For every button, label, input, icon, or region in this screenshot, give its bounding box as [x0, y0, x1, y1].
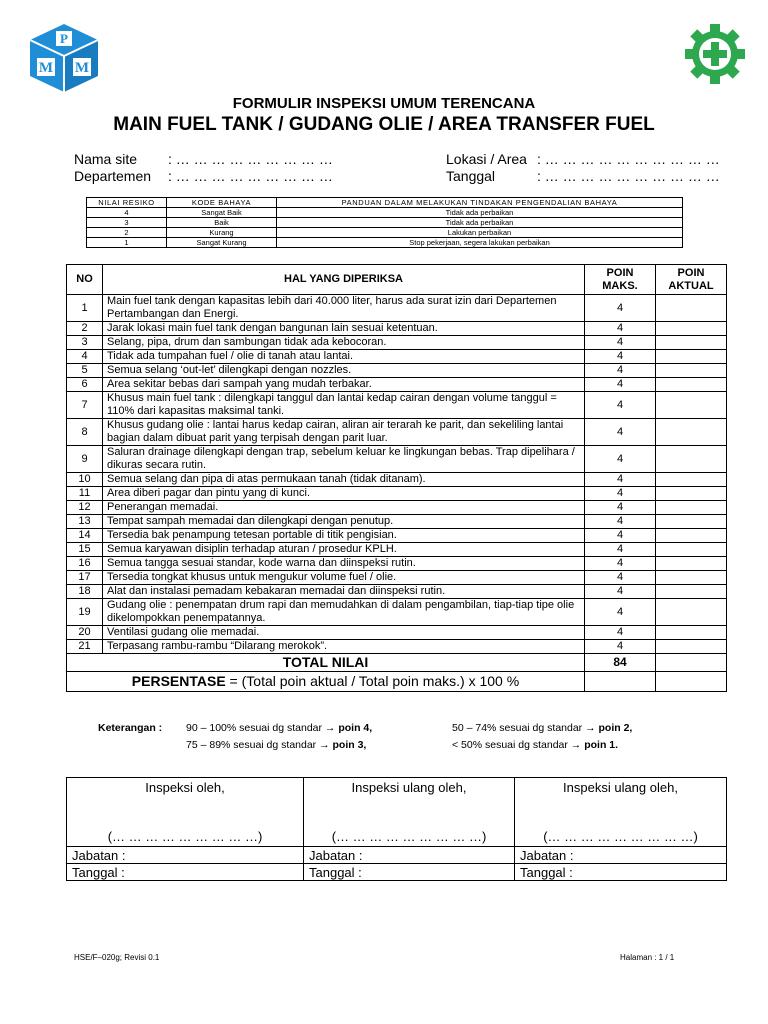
keterangan-item-3: 75 – 89% sesuai dg standar → poin 3,: [186, 739, 367, 751]
table-row: [67, 640, 727, 654]
row-item-text: Gudang olie : penempatan drum rapi dan memudahkan di dalam pengambilan, tiap-tiap tipe olie dikelompokkan penempatannya.: [103, 599, 585, 626]
keterangan-item-1: 90 – 100% sesuai dg standar → poin 4,: [186, 722, 373, 734]
row-item-text: Area diberi pagar dan pintu yang di kunci.: [103, 487, 585, 501]
table-row: [67, 515, 727, 529]
table-row: [67, 446, 727, 473]
row-poin-maks: 4: [585, 599, 656, 626]
nama-site-value[interactable]: : … … … … … … … … …: [168, 151, 333, 167]
persentase-text: = (Total poin aktual / Total poin maks.) x 100 %: [225, 673, 520, 689]
row-poin-maks: 4: [585, 626, 656, 640]
risk-nilai: 2: [87, 228, 167, 238]
risk-row: [87, 238, 683, 248]
total-actual-cell[interactable]: [656, 654, 727, 672]
row-number: 17: [67, 571, 103, 585]
row-poin-aktual[interactable]: [656, 599, 727, 626]
row-poin-aktual[interactable]: [656, 529, 727, 543]
jabatan-3[interactable]: Jabatan :: [515, 847, 727, 864]
risk-header-kode: KODE BAHAYA: [167, 198, 277, 208]
persentase-formula: [67, 672, 585, 692]
row-poin-maks: 4: [585, 543, 656, 557]
risk-panduan: Lakukan perbaikan: [277, 228, 683, 238]
risk-header-panduan: PANDUAN DALAM MELAKUKAN TINDAKAN PENGENDALIAN BAHAYA: [277, 198, 683, 208]
table-row: [67, 585, 727, 599]
table-row: [67, 295, 727, 322]
row-number: 7: [67, 392, 103, 419]
row-number: 18: [67, 585, 103, 599]
row-item-text: Terpasang rambu-rambu “Dilarang merokok”.: [103, 640, 585, 654]
row-number: 16: [67, 557, 103, 571]
row-number: 3: [67, 336, 103, 350]
row-poin-aktual[interactable]: [656, 515, 727, 529]
row-item-text: Semua karyawan disiplin terhadap aturan / prosedur KPLH.: [103, 543, 585, 557]
row-poin-aktual[interactable]: [656, 473, 727, 487]
row-item-text: Area sekitar bebas dari sampah yang mudah terbakar.: [103, 378, 585, 392]
row-poin-aktual[interactable]: [656, 295, 727, 322]
row-poin-maks: 4: [585, 378, 656, 392]
row-poin-aktual[interactable]: [656, 378, 727, 392]
row-poin-aktual[interactable]: [656, 487, 727, 501]
row-poin-aktual[interactable]: [656, 322, 727, 336]
table-row: [67, 364, 727, 378]
inspection-table: [66, 264, 727, 692]
logo-letter-m2: M: [74, 60, 90, 76]
table-row: [67, 473, 727, 487]
row-poin-maks: 4: [585, 515, 656, 529]
table-row: [67, 419, 727, 446]
risk-row: [87, 228, 683, 238]
signature-box-3[interactable]: [515, 778, 727, 847]
row-poin-maks: 4: [585, 529, 656, 543]
row-poin-maks: 4: [585, 571, 656, 585]
keterangan-item-2: 50 – 74% sesuai dg standar → poin 2,: [452, 722, 633, 734]
table-row: [67, 626, 727, 640]
signature-title-1: Inspeksi oleh,: [145, 780, 225, 795]
row-number: 4: [67, 350, 103, 364]
risk-panduan: Tidak ada perbaikan: [277, 208, 683, 218]
risk-nilai: 4: [87, 208, 167, 218]
table-row: [67, 378, 727, 392]
signature-title-2: Inspeksi ulang oleh,: [351, 780, 467, 795]
risk-nilai: 3: [87, 218, 167, 228]
inspection-header-row: [67, 265, 727, 295]
footer-doc-code: HSE/F–020g; Revisi 0.1: [74, 953, 160, 962]
form-title: FORMULIR INSPEKSI UMUM TERENCANA: [232, 95, 536, 112]
row-number: 9: [67, 446, 103, 473]
row-poin-maks: 4: [585, 419, 656, 446]
row-item-text: Jarak lokasi main fuel tank dengan bangunan lain sesuai ketentuan.: [103, 322, 585, 336]
row-poin-maks: 4: [585, 322, 656, 336]
table-row: [67, 350, 727, 364]
row-poin-aktual[interactable]: [656, 557, 727, 571]
total-row: [67, 654, 727, 672]
header-no: NO: [67, 265, 103, 295]
row-poin-maks: 4: [585, 487, 656, 501]
table-row: [67, 529, 727, 543]
tanggal-1[interactable]: Tanggal :: [67, 864, 304, 881]
row-item-text: Khusus gudang olie : lantai harus kedap cairan, aliran air terarah ke parit, dan sekeliling lantai bagian dalam dibuat parit yang terpisah dengan parit luar.: [103, 419, 585, 446]
risk-kode: Sangat Baik: [167, 208, 277, 218]
tanggal-row: [67, 864, 727, 881]
row-poin-aktual[interactable]: [656, 336, 727, 350]
risk-kode: Sangat Kurang: [167, 238, 277, 248]
persentase-row: [67, 672, 727, 692]
row-number: 14: [67, 529, 103, 543]
row-poin-maks: 4: [585, 473, 656, 487]
jabatan-2[interactable]: Jabatan :: [304, 847, 515, 864]
signature-name-3: (… … … … … … … … …): [543, 829, 698, 844]
risk-legend-table: [86, 197, 683, 248]
risk-panduan: Stop pekerjaan, segera lakukan perbaikan: [277, 238, 683, 248]
row-number: 13: [67, 515, 103, 529]
row-poin-maks: 4: [585, 501, 656, 515]
row-number: 12: [67, 501, 103, 515]
row-item-text: Semua selang dan pipa di atas permukaan tanah (tidak ditanam).: [103, 473, 585, 487]
row-number: 10: [67, 473, 103, 487]
row-poin-aktual[interactable]: [656, 501, 727, 515]
risk-header-row: [87, 198, 683, 208]
row-poin-maks: 4: [585, 392, 656, 419]
nama-site-label: Nama site: [74, 151, 138, 167]
row-item-text: Ventilasi gudang olie memadai.: [103, 626, 585, 640]
form-subtitle: MAIN FUEL TANK / GUDANG OLIE / AREA TRANSFER FUEL: [113, 114, 655, 135]
row-number: 8: [67, 419, 103, 446]
signature-table: [66, 777, 727, 881]
row-item-text: Alat dan instalasi pemadam kebakaran memadai dan diinspeksi rutin.: [103, 585, 585, 599]
safety-gear-cross-icon: [683, 22, 747, 86]
row-item-text: Tidak ada tumpahan fuel / olie di tanah atau lantai.: [103, 350, 585, 364]
tanggal-2[interactable]: Tanggal :: [304, 864, 515, 881]
signature-name-2: (… … … … … … … … …): [331, 829, 487, 844]
row-poin-maks: 4: [585, 557, 656, 571]
row-number: 21: [67, 640, 103, 654]
row-number: 6: [67, 378, 103, 392]
jabatan-row: [67, 847, 727, 864]
keterangan-item-4: < 50% sesuai dg standar → poin 1.: [452, 739, 619, 751]
row-number: 19: [67, 599, 103, 626]
footer-page: Halaman : 1 / 1: [620, 953, 675, 962]
tanggal-value[interactable]: : … … … … … … … … … …: [537, 168, 720, 184]
table-row: [67, 392, 727, 419]
risk-row: [87, 218, 683, 228]
row-item-text: Tersedia tongkat khusus untuk mengukur volume fuel / olie.: [103, 571, 585, 585]
safety-logo: [683, 22, 747, 86]
table-row: [67, 336, 727, 350]
jabatan-1[interactable]: Jabatan :: [67, 847, 304, 864]
row-number: 2: [67, 322, 103, 336]
row-poin-maks: 4: [585, 640, 656, 654]
row-item-text: Penerangan memadai.: [103, 501, 585, 515]
signature-box-row: [67, 778, 727, 847]
tanggal-3[interactable]: Tanggal :: [515, 864, 727, 881]
row-number: 11: [67, 487, 103, 501]
table-row: [67, 322, 727, 336]
total-value: 84: [585, 654, 656, 672]
logo-letter-m1: M: [38, 60, 54, 76]
row-poin-maks: 4: [585, 364, 656, 378]
row-item-text: Saluran drainage dilengkapi dengan trap, sebelum keluar ke lingkungan bebas. Trap dipelihara / dikuras secara rutin.: [103, 446, 585, 473]
table-row: [67, 487, 727, 501]
row-poin-maks: 4: [585, 446, 656, 473]
row-poin-aktual[interactable]: [656, 364, 727, 378]
header-poin-aktual: POIN AKTUAL: [656, 265, 727, 295]
company-logo: [28, 22, 100, 94]
signature-box-2[interactable]: [304, 778, 515, 847]
table-row: [67, 571, 727, 585]
row-item-text: Tersedia bak penampung tetesan portable di titik pengisian.: [103, 529, 585, 543]
persentase-max-cell: [585, 672, 656, 692]
signature-name-1: (… … … … … … … … …): [107, 829, 263, 844]
signature-box-1[interactable]: [67, 778, 304, 847]
lokasi-value[interactable]: : … … … … … … … … … …: [537, 151, 720, 167]
header-item: HAL YANG DIPERIKSA: [103, 265, 585, 295]
risk-kode: Kurang: [167, 228, 277, 238]
row-poin-aktual[interactable]: [656, 585, 727, 599]
tanggal-label: Tanggal: [446, 168, 496, 184]
lokasi-label: Lokasi / Area: [446, 151, 527, 167]
header-poin-maks: POIN MAKS.: [585, 265, 656, 295]
risk-row: [87, 208, 683, 218]
table-row: [67, 501, 727, 515]
total-label: TOTAL NILAI: [67, 654, 585, 672]
row-poin-aktual[interactable]: [656, 571, 727, 585]
row-number: 5: [67, 364, 103, 378]
row-item-text: Semua selang ‘out-let’ dilengkapi dengan nozzles.: [103, 364, 585, 378]
row-item-text: Main fuel tank dengan kapasitas lebih dari 40.000 liter, harus ada surat izin dari Departemen Pertambangan dan Energi.: [103, 295, 585, 322]
row-item-text: Khusus main fuel tank : dilengkapi tanggul dan lantai kedap cairan dengan volume tanggul = 110% dari kapasitas maksimal tanki.: [103, 392, 585, 419]
table-row: [67, 543, 727, 557]
risk-kode: Baik: [167, 218, 277, 228]
row-poin-maks: 4: [585, 336, 656, 350]
signature-title-3: Inspeksi ulang oleh,: [563, 780, 678, 795]
row-number: 15: [67, 543, 103, 557]
persentase-label: PERSENTASE: [131, 673, 226, 689]
row-item-text: Tempat sampah memadai dan dilengkapi dengan penutup.: [103, 515, 585, 529]
departemen-label: Departemen: [74, 168, 152, 184]
departemen-value[interactable]: : … … … … … … … … …: [168, 168, 333, 184]
table-row: [67, 599, 727, 626]
row-number: 20: [67, 626, 103, 640]
risk-panduan: Tidak ada perbaikan: [277, 218, 683, 228]
row-poin-aktual[interactable]: [656, 350, 727, 364]
risk-nilai: 1: [87, 238, 167, 248]
persentase-actual-cell[interactable]: [656, 672, 727, 692]
row-item-text: Semua tangga sesuai standar, kode warna dan diinspeksi rutin.: [103, 557, 585, 571]
row-poin-maks: 4: [585, 350, 656, 364]
risk-header-nilai: NILAI RESIKO: [87, 198, 167, 208]
cube-logo-icon: [28, 22, 100, 94]
row-poin-maks: 4: [585, 585, 656, 599]
row-poin-aktual[interactable]: [656, 446, 727, 473]
row-poin-aktual[interactable]: [656, 640, 727, 654]
logo-letter-p: P: [60, 31, 68, 46]
row-item-text: Selang, pipa, drum dan sambungan tidak ada kebocoran.: [103, 336, 585, 350]
row-poin-aktual[interactable]: [656, 392, 727, 419]
row-poin-aktual[interactable]: [656, 543, 727, 557]
row-poin-aktual[interactable]: [656, 419, 727, 446]
keterangan-label: Keterangan :: [98, 722, 163, 734]
table-row: [67, 557, 727, 571]
row-number: 1: [67, 295, 103, 322]
row-poin-aktual[interactable]: [656, 626, 727, 640]
row-poin-maks: 4: [585, 295, 656, 322]
